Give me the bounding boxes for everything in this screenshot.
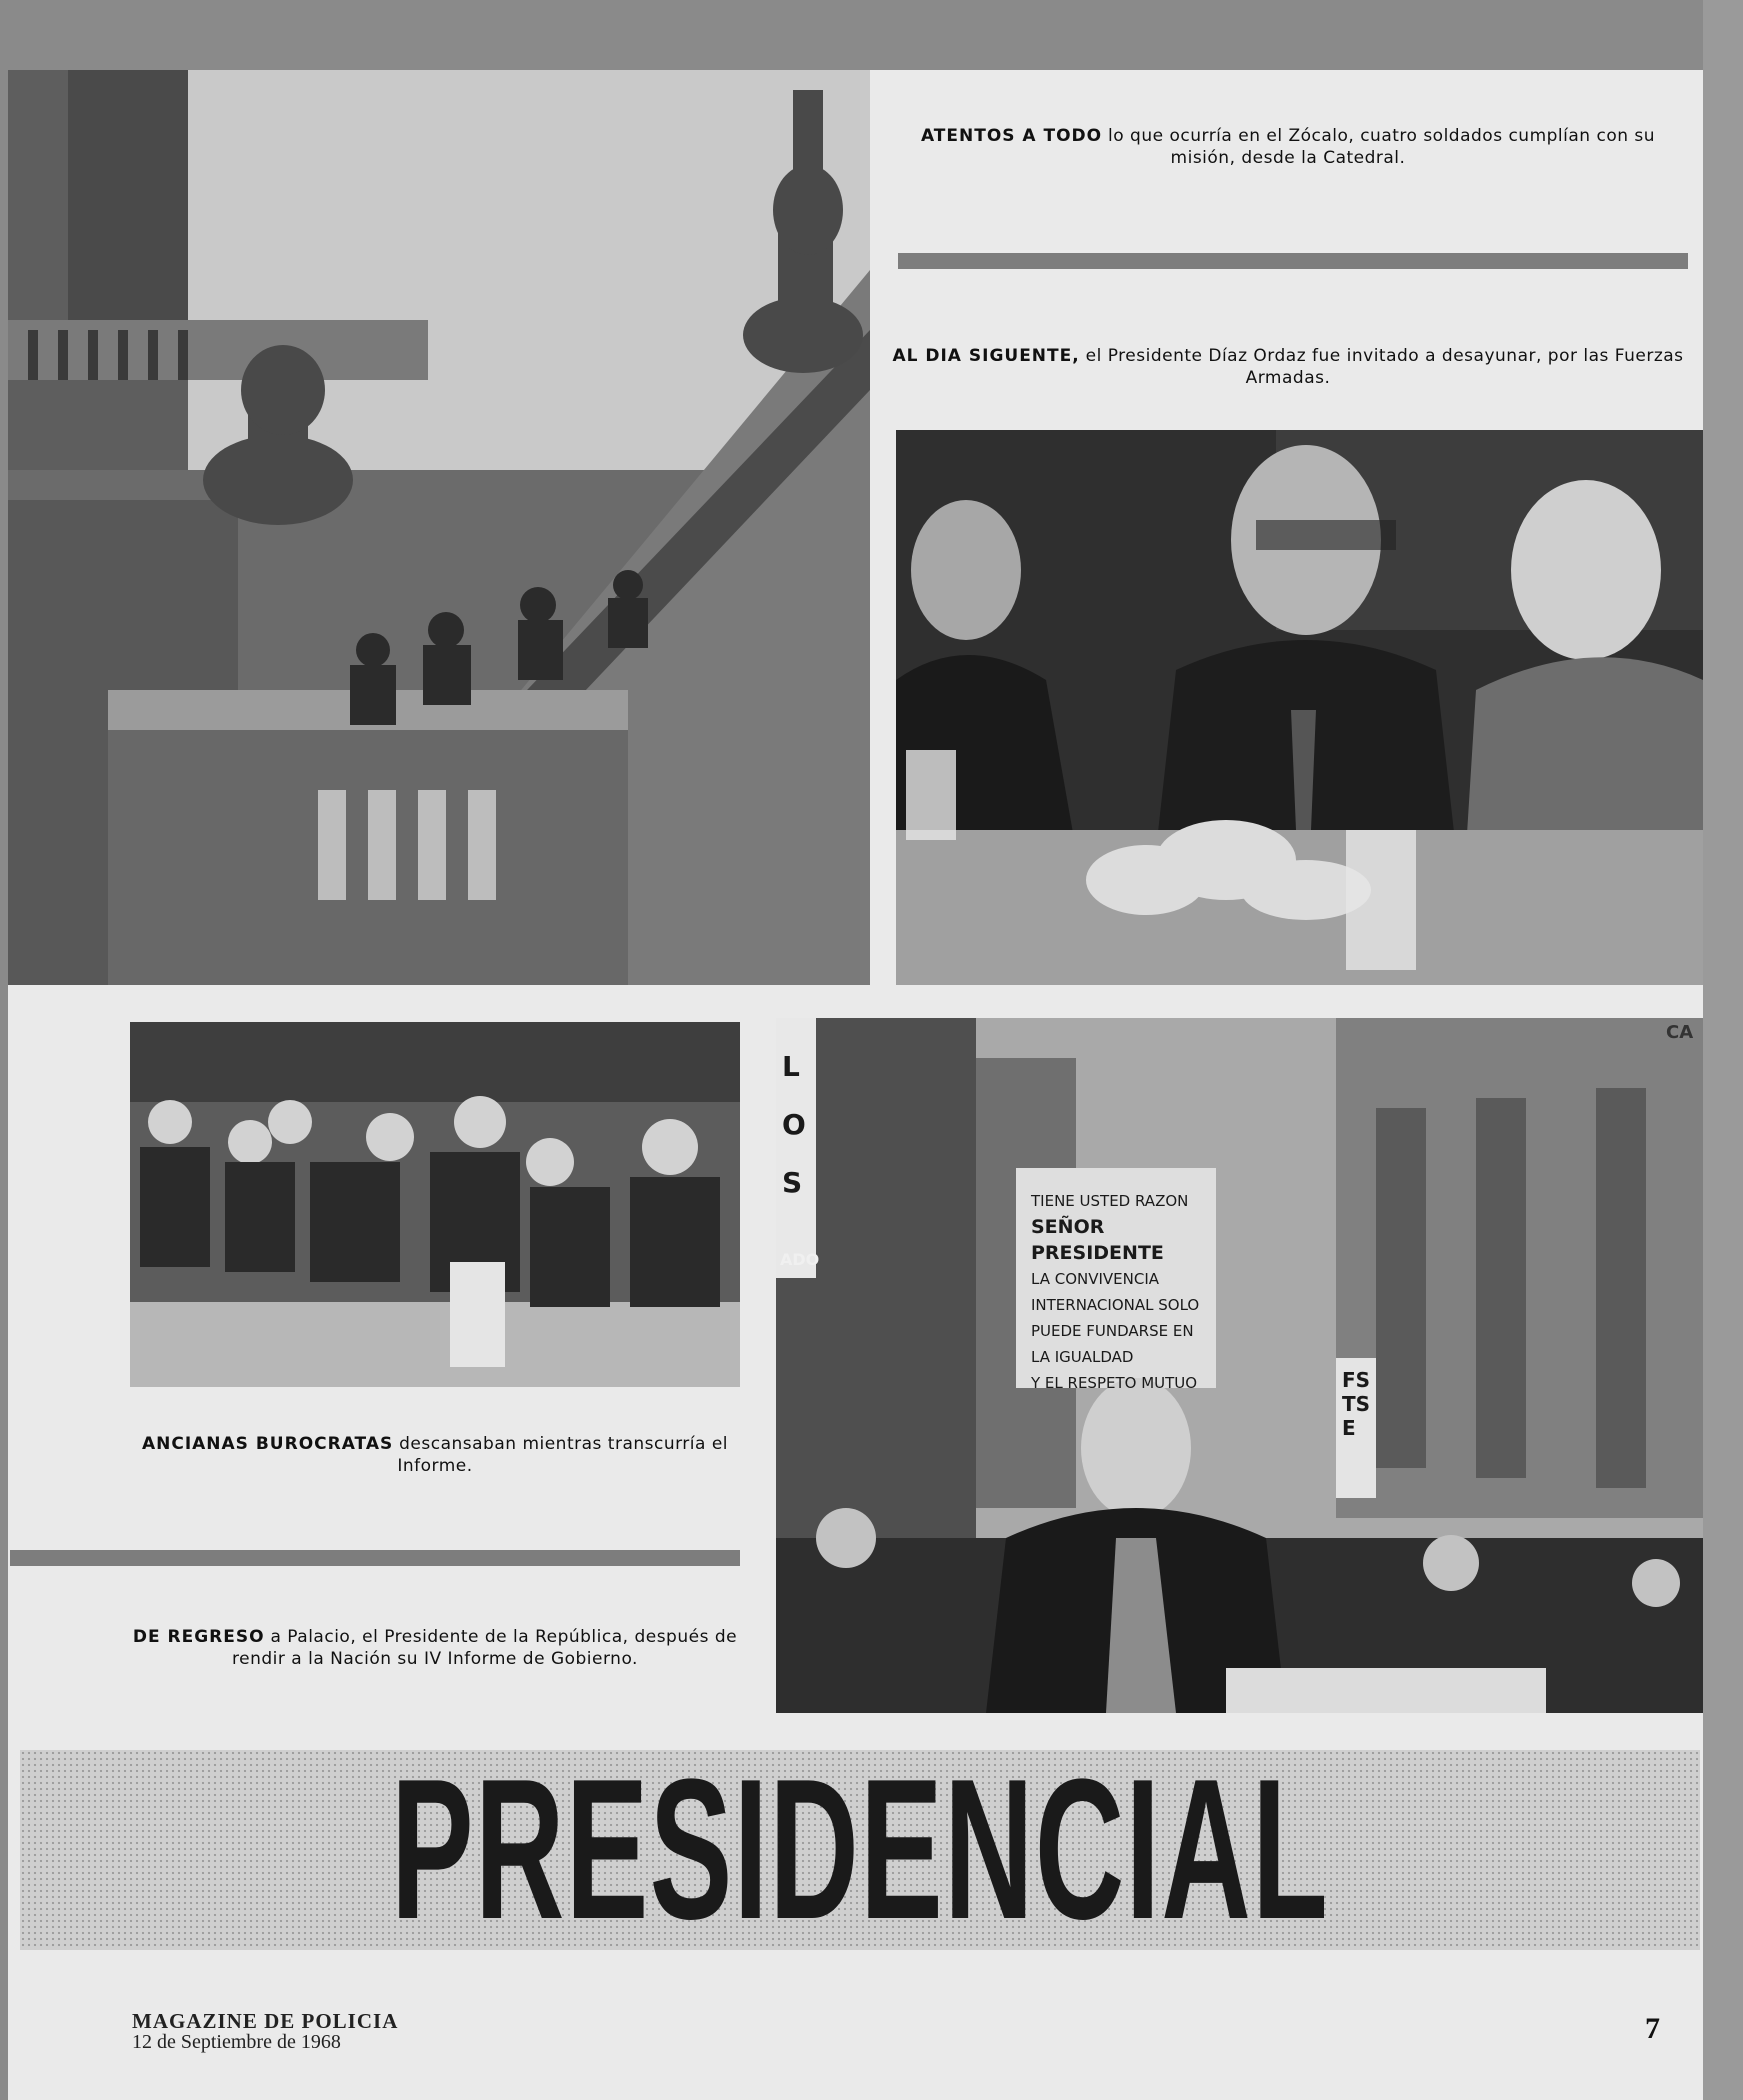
sign-line: SEÑOR PRESIDENTE bbox=[1031, 1216, 1164, 1264]
caption-return bbox=[130, 1626, 740, 1670]
divider-rule-left bbox=[10, 1550, 740, 1566]
caption-soldiers-lead: ATENTOS A TODO bbox=[920, 126, 1103, 146]
caption-soldiers-text: lo que ocurría en el Zócalo, cuatro soldados cumplían con su misión, desde la Catedral. bbox=[1102, 126, 1656, 168]
caption-soldiers bbox=[888, 125, 1688, 169]
headline: PRESIDENCIAL bbox=[390, 1738, 1330, 1961]
parade-storefront-sign-2: ADO bbox=[780, 1250, 820, 1269]
page-edge bbox=[1703, 0, 1743, 2100]
caption-elderly-lead: ANCIANAS BUROCRATAS bbox=[141, 1434, 394, 1454]
photo-elderly-women bbox=[130, 1022, 740, 1387]
parade-storefront-sign: LOS bbox=[782, 1050, 806, 1199]
caption-breakfast-lead: AL DIA SIGUENTE, bbox=[892, 346, 1080, 366]
divider-rule bbox=[898, 253, 1688, 269]
magazine-name: MAGAZINE DE POLICIA bbox=[132, 2009, 399, 2033]
sign-line: LA CONVIVENCIA bbox=[1031, 1270, 1160, 1288]
caption-return-lead: DE REGRESO bbox=[132, 1627, 265, 1647]
caption-elderly-text: descansaban mientras transcurría el Informe. bbox=[393, 1434, 729, 1476]
caption-elderly bbox=[130, 1433, 740, 1477]
caption-breakfast-text: el Presidente Díaz Ordaz fue invitado a desayunar, por las Fuerzas Armadas. bbox=[1079, 346, 1684, 388]
headline-banner bbox=[20, 1738, 1700, 1961]
photo-breakfast bbox=[896, 430, 1703, 985]
sign-line: LA IGUALDAD bbox=[1031, 1348, 1134, 1366]
parade-building-lettering: CA bbox=[1666, 1022, 1694, 1043]
page-footer bbox=[132, 2010, 398, 2052]
page-number: 7 bbox=[1645, 2012, 1660, 2045]
photo-cathedral-soldiers bbox=[8, 70, 870, 985]
issue-date: 12 de Septiembre de 1968 bbox=[132, 2031, 341, 2053]
sign-line: PUEDE FUNDARSE EN bbox=[1031, 1322, 1194, 1340]
caption-breakfast bbox=[888, 345, 1688, 389]
parade-fstse-banner: FSTSE bbox=[1342, 1368, 1371, 1440]
sign-line: TIENE USTED RAZON bbox=[1031, 1192, 1189, 1210]
sign-line: Y EL RESPETO MUTUO bbox=[1031, 1374, 1198, 1392]
parade-protest-sign bbox=[1031, 1188, 1221, 1396]
caption-return-text: a Palacio, el Presidente de la República, después de rendir a la Nación su IV Informe de Gobierno. bbox=[232, 1627, 738, 1669]
photo-parade bbox=[776, 1018, 1703, 1713]
sign-line: INTERNACIONAL SOLO bbox=[1031, 1296, 1200, 1314]
